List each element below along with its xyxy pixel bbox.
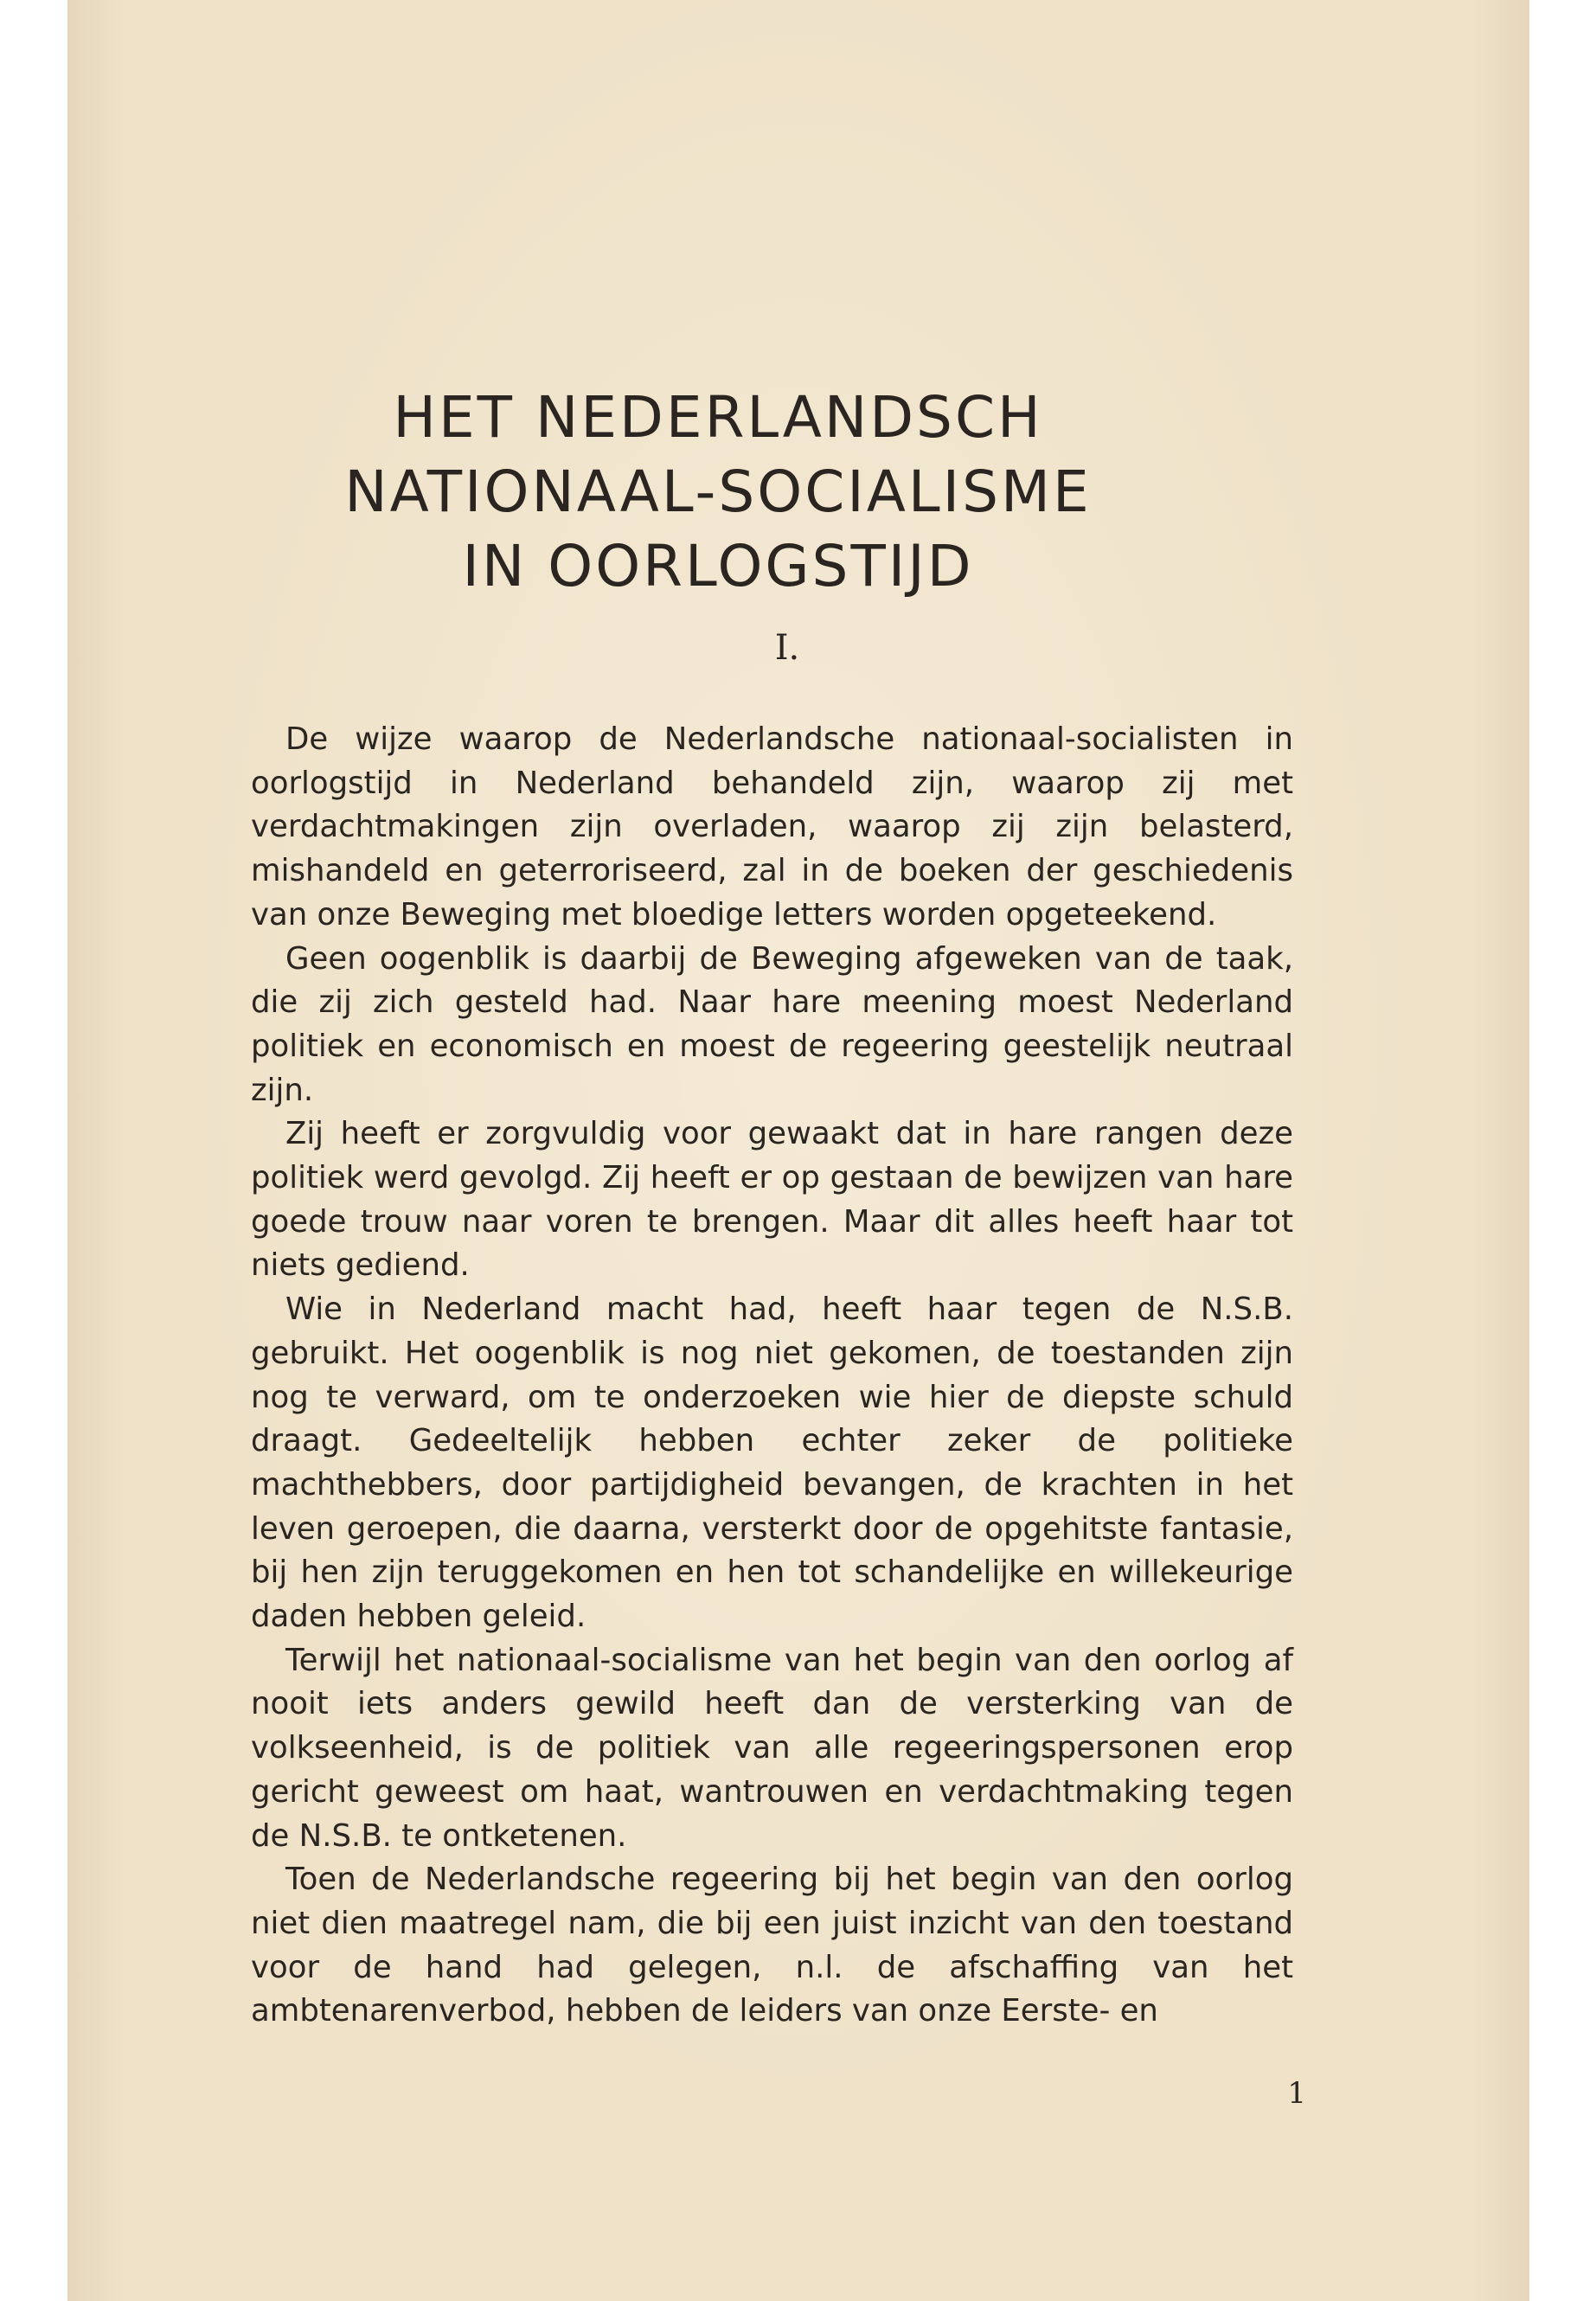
section-number: I. bbox=[774, 628, 800, 668]
title-line-1: HET NEDERLANDSCH bbox=[393, 384, 1043, 451]
body-text bbox=[251, 718, 1293, 2034]
paragraph: Zij heeft er zorgvuldig voor gewaakt dat in hare rangen deze politiek werd gevolgd. Zij heeft er op gestaan de bewijzen van hare goede trouw naar voren te brengen. Maar dit alles heeft haar tot niets gediend. bbox=[251, 1116, 1293, 1284]
paragraph: Terwijl het nationaal-socialisme van het begin van den oorlog af nooit iets anders gewild heeft dan de versterking van de volkseenheid, is de politiek van alle regeeringspersonen erop gericht geweest om haat, wantrouwen en verdachtmaking tegen de N.S.B. te ontketenen. bbox=[251, 1642, 1293, 1854]
title-line-2: NATIONAAL-SOCIALISME bbox=[344, 458, 1092, 525]
paragraph: Geen oogenblik is daarbij de Beweging afgeweken van de taak, die zij zich gesteld had. Naar hare meening moest Nederland politiek en economisch en moest de regeering geestelijk neutraal zijn. bbox=[251, 940, 1293, 1108]
paragraph: De wijze waarop de Nederlandsche nationaal-socialisten in oorlogstijd in Nederland behandeld zijn, waarop zij met verdachtmakingen zijn overladen, waarop zij zijn belasterd, mishandeld en geterroriseerd, zal in de boeken der geschiedenis van onze Beweging met bloedige letters worden opgeteekend. bbox=[251, 721, 1293, 933]
paragraph: Toen de Nederlandsche regeering bij het begin van den oorlog niet dien maatregel nam, die bij een juist inzicht van den toestand voor de hand had gelegen, n.l. de afschaffing van het ambtenarenverbod, hebben de leiders van onze Eerste- en bbox=[251, 1862, 1293, 2029]
paragraph: Wie in Nederland macht had, heeft haar tegen de N.S.B. gebruikt. Het oogenblik is nog niet gekomen, de toestanden zijn nog te verward, om te onderzoeken wie hier de diepste schuld draagt. Gedeeltelijk hebben echter zeker de politieke machthebbers, door partijdigheid bevangen, de krachten in het leven geroepen, die daarna, versterkt door de opgehitste fantasie, bij hen zijn teruggekomen en hen tot schandelijke en willekeurige daden hebben geleid. bbox=[251, 1292, 1293, 1635]
page-number: 1 bbox=[1287, 2076, 1306, 2111]
title-line-3: IN OORLOGSTIJD bbox=[462, 533, 974, 599]
page-title bbox=[285, 381, 1151, 604]
